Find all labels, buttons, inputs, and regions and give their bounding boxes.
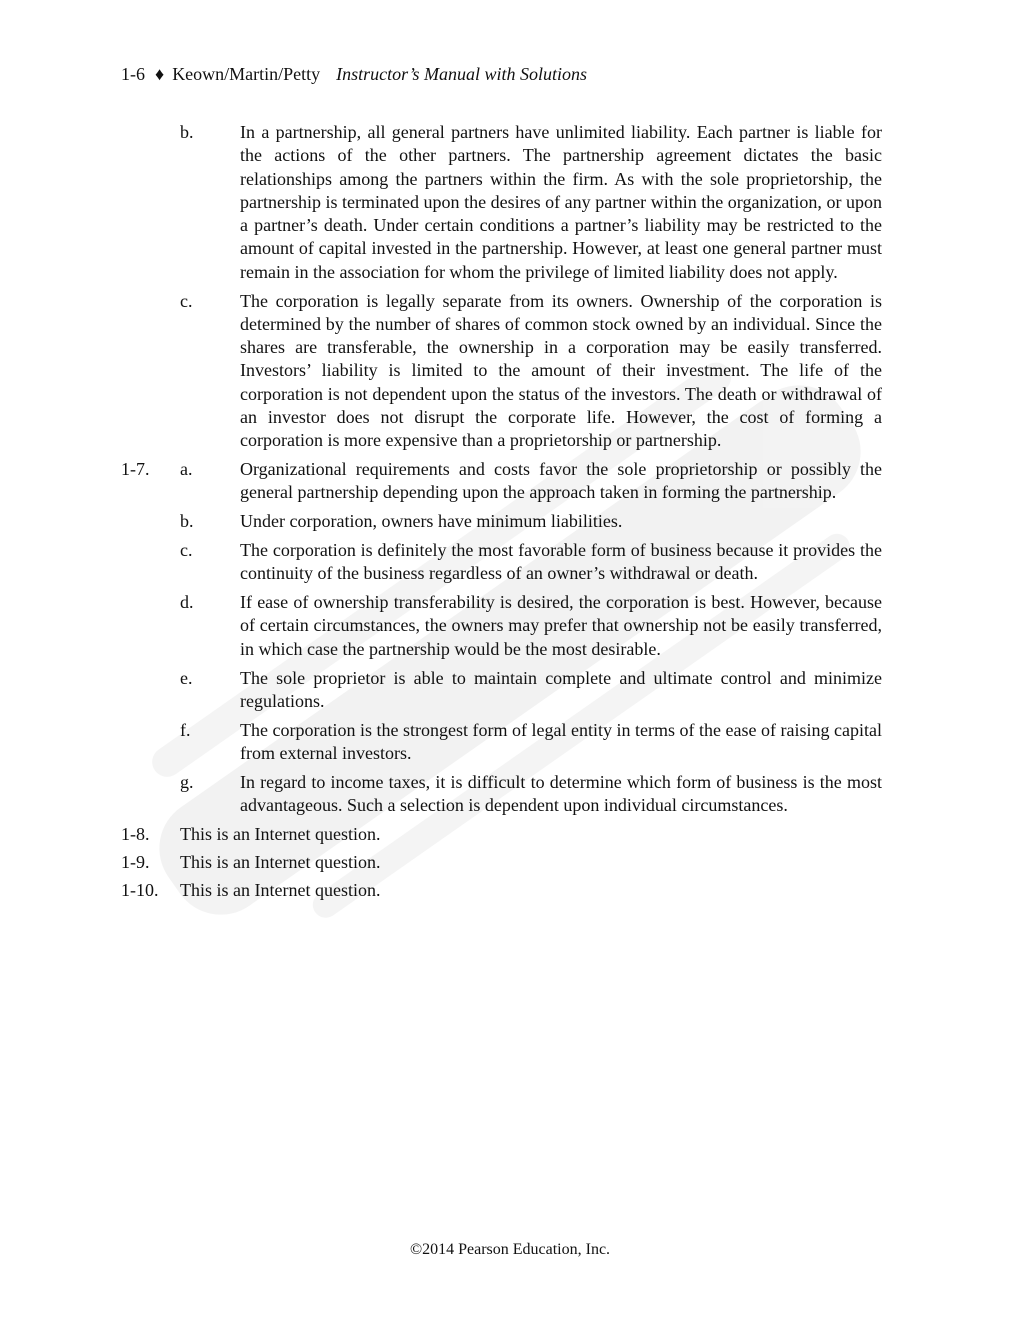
copyright-text: ©2014 Pearson Education, Inc. [409,1241,611,1258]
list-item [0,667,1020,714]
question-number: 1-10. [121,879,159,900]
item-letter: e. [180,667,193,688]
question-item [0,851,1020,879]
item-number: 1-7. [121,459,150,480]
list-item [0,539,1020,586]
list-item [0,121,1020,284]
list-item [0,458,1020,505]
question-text: This is an Internet question. [180,823,381,844]
item-letter: a. [180,459,193,480]
page-number: 1-6 [121,64,145,84]
item-text: Under corporation, owners have minimum liabilities. [240,511,623,532]
question-text: This is an Internet question. [180,851,381,872]
list-item [0,510,1020,533]
list-item [0,591,1020,661]
diamond-icon: ♦ [155,64,165,84]
question-text: This is an Internet question. [180,879,381,900]
question-item [0,879,1020,907]
item-text: The sole proprietor is able to maintain complete and ultimate control and minimize regulations. [240,667,882,711]
question-number: 1-9. [121,851,150,872]
list-item [0,771,1020,818]
item-letter: c. [180,540,193,561]
answer-list [0,121,1020,907]
item-text: The corporation is definitely the most favorable form of business because it provides the continuity of the business regardless of an owner’s withdrawal or death. [240,540,882,584]
item-text: Organizational requirements and costs favor the sole proprietorship or possibly the general partnership depending upon the approach taken in forming the partnership. [240,459,882,503]
list-item [0,719,1020,766]
header-authors: Keown/Martin/Petty [172,64,321,84]
item-text: If ease of ownership transferability is desired, the corporation is best. However, because of certain circumstances, the owners may prefer that ownership not be easily transferred, in which case the partnership would be the most desirable. [240,592,882,659]
page-header [121,62,587,86]
item-text: In regard to income taxes, it is difficult to determine which form of business is the most advantageous. Such a selection is dependent upon individual circumstances. [240,771,882,816]
item-letter: f. [180,719,191,740]
item-letter: d. [180,592,194,613]
item-letter: c. [180,290,193,311]
item-letter: b. [180,511,194,532]
item-text: The corporation is legally separate from its owners. Ownership of the corporation is determined by the number of shares of common stock owned by an individual. Since the shares are transferable, the ownership in a corporation may be easily transferred. Investors’ liability is limited to the amount of their investment. The life of the corporation is not dependent upon the status of the investors. The death or withdrawal of an investor does not disrupt the corporate life. However, the cost of forming a corporation is more expensive than a proprietorship or partnership. [240,290,882,451]
item-text: In a partnership, all general partners have unlimited liability. Each partner is liable for the actions of the other partners. The partnership agreement dictates the basic relationships among the partners within the firm. As with the sole proprietorship, the partnership is terminated upon the desires of any partner within the organization, or upon a partner’s death. Under certain conditions a partner’s liability may be restricted to the amount of capital invested in the partnership. However, at least one general partner must remain in the association for whom the privilege of limited liability does not apply. [240,122,882,282]
item-text: The corporation is the strongest form of legal entity in terms of the ease of raising capital from external investors. [240,719,882,763]
question-item [0,823,1020,851]
question-number: 1-8. [121,823,150,844]
header-title: Instructor’s Manual with Solutions [336,64,588,84]
item-letter: g. [180,771,194,792]
list-item [0,290,1020,453]
item-letter: b. [180,122,194,142]
page-footer [0,1239,1020,1261]
